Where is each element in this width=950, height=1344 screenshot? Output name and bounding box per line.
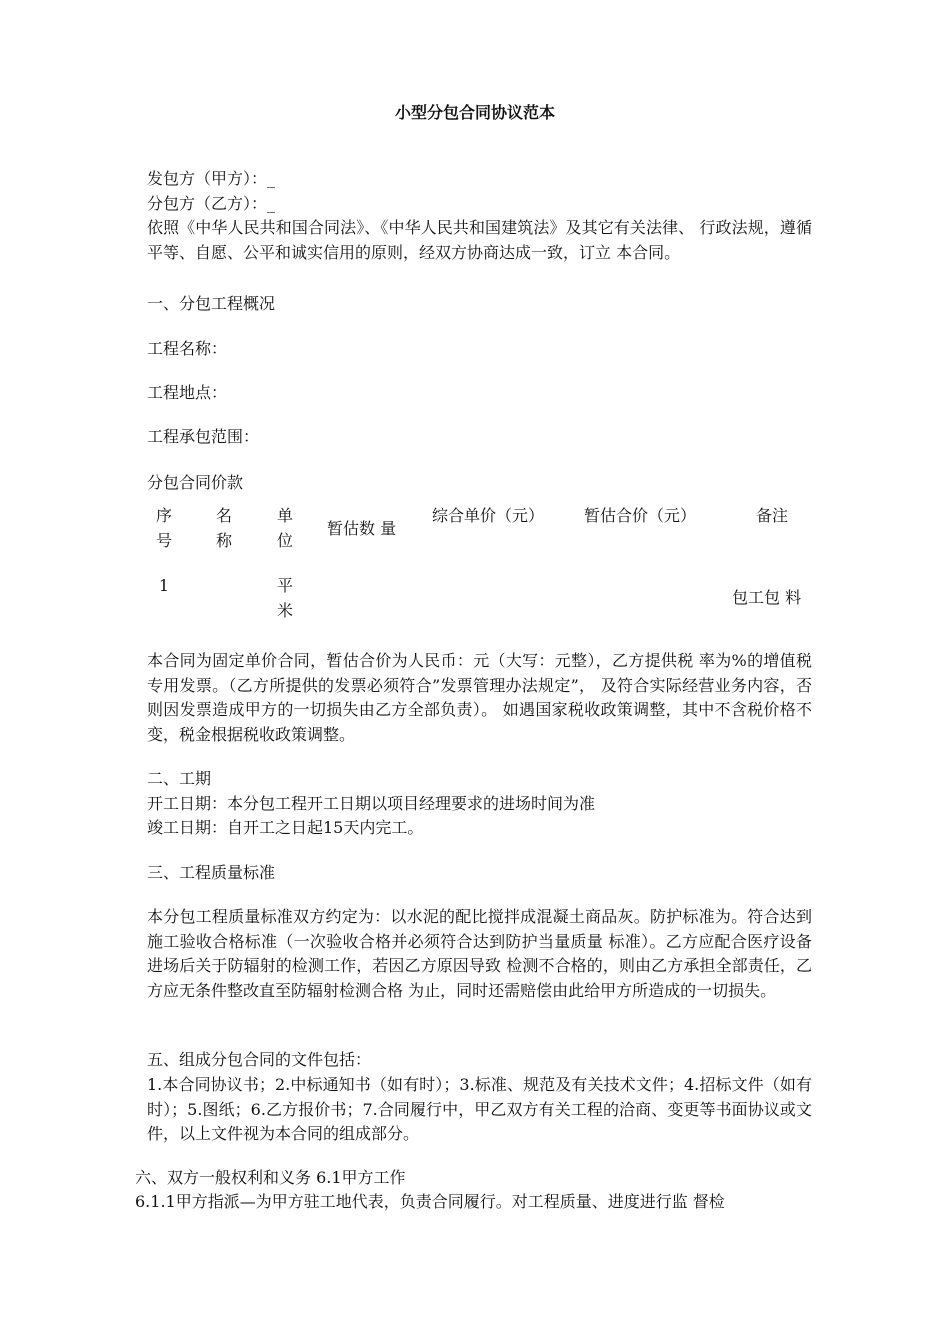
section-6-heading: 六、双方一般权利和义务 6.1甲方工作 bbox=[135, 1168, 406, 1187]
price-table bbox=[147, 500, 827, 630]
quality-paragraph: 本分包工程质量标准双方约定为：以水泥的配比搅拌成混凝土商品灰。防护标准为。符合达到施工验收合格标准（一次验收合格并必须符合达到防护当量质量 标准）。乙方应配合医疗设备进场后关于防辐射的检测工作，若因乙方原因导致 检测不合格的，则由乙方承担全部责任，乙方应无条件整改直至防辐射检测合格 为止，同时还需赔偿由此给甲方所造成的一切损失。 bbox=[147, 907, 812, 1000]
project-name-field: 工程名称： bbox=[147, 339, 228, 358]
project-location-field: 工程地点： bbox=[147, 383, 228, 402]
header-unit-price: 综合单价（元） bbox=[432, 506, 545, 525]
price-terms-paragraph: 本合同为固定单价合同，暂估合价为人民币：元（大写：元整），乙方提供税 率为%的增值税专用发票。（乙方所提供的发票必须符合”发票管理办法规定”， 及符合实际经营业务内容，否则因发票造成甲方的一切损失由乙方全部负责）。 如遇国家税收政策调整，其中不含税价格不变，税金根据税收政策调整。 bbox=[147, 651, 812, 744]
section-1-heading: 一、分包工程概况 bbox=[147, 294, 276, 313]
row-no: 1 bbox=[158, 576, 170, 595]
document-title: 小型分包合同协议范本 bbox=[394, 103, 555, 122]
row-note: 包工包 料 bbox=[732, 588, 802, 607]
start-date-line: 开工日期：本分包工程开工日期以项目经理要求的进场时间为准 bbox=[147, 794, 596, 813]
header-no: 序号 bbox=[155, 506, 172, 550]
project-scope-field: 工程承包范围： bbox=[147, 427, 260, 446]
documents-paragraph: 1.本合同协议书；2.中标通知书（如有时）；3.标准、规范及有关技术文件；4.招标文件（如有时）；5.图纸；6.乙方报价书；7.合同履行中，甲乙双方有关工程的洽商、变更等书面协议或文件，以上文件视为本合同的组成部分。 bbox=[147, 1075, 812, 1143]
header-name: 名称 bbox=[215, 506, 232, 550]
section-6-1-1-line: 6.1.1甲方指派—为甲方驻工地代表，负责合同履行。对工程质量、进度进行监 督检 bbox=[135, 1192, 725, 1211]
header-unit: 单位 bbox=[276, 506, 293, 550]
section-5-heading: 五、组成分包合同的文件包括： bbox=[147, 1050, 372, 1069]
end-date-line: 竣工日期：自开工之日起15天内完工。 bbox=[147, 818, 424, 837]
section-2-heading: 二、工期 bbox=[147, 769, 212, 788]
header-qty: 暂估数 量 bbox=[327, 519, 397, 538]
party-b-line: 分包方（乙方）：_ bbox=[147, 194, 276, 213]
header-total: 暂估合价（元） bbox=[584, 506, 697, 525]
header-note: 备注 bbox=[756, 506, 789, 525]
intro-paragraph: 依照《中华人民共和国合同法》、《中华人民共和国建筑法》及其它有关法律、 行政法规，遵循平等、自愿、公平和诚实信用的原则，经双方协商达成一致，订立 本合同。 bbox=[147, 218, 812, 262]
price-heading: 分包合同价款 bbox=[147, 473, 244, 492]
party-a-line: 发包方（甲方）：_ bbox=[147, 169, 276, 188]
section-3-heading: 三、工程质量标准 bbox=[147, 863, 276, 882]
row-unit: 平米 bbox=[276, 576, 293, 620]
